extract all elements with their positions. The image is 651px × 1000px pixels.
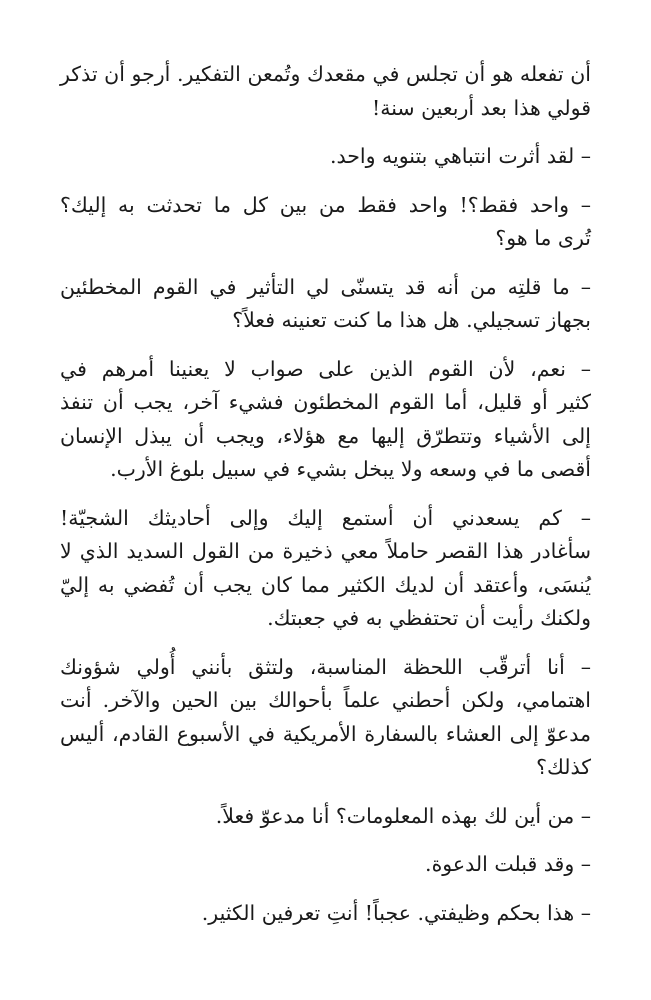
- page-text: [60, 58, 591, 945]
- paragraph: [60, 651, 591, 785]
- text-line: – هذا بحكم وظيفتي. عجباً! أنتِ تعرفين الكثير.: [201, 900, 591, 925]
- text-line: إلى الأشياء وتتطرّق إليها مع هؤلاء، ويجب أن يبذل الإنسان: [60, 423, 591, 448]
- text-line: – لقد أثرت انتباهي بتنويه واحد.: [329, 144, 591, 168]
- paragraph: [60, 353, 591, 487]
- text-line: – وقد قبلت الدعوة.: [425, 852, 591, 876]
- text-line: – ما قلتِه من أنه قد يتسنّى لي التأثير في القوم المخطئين: [60, 274, 591, 299]
- text-line: – كم يسعدني أن أستمع إليك وإلى أحاديثك الشجيّة!: [60, 505, 591, 530]
- paragraph: [60, 897, 591, 931]
- text-line: – من أين لك بهذه المعلومات؟ أنا مدعوّ فعلاً.: [215, 803, 591, 828]
- paragraph: [60, 800, 591, 834]
- text-line: – نعم، لأن القوم الذين على صواب لا يعنينا أمرهم في: [60, 356, 591, 381]
- text-line: – واحد فقط؟! واحد فقط من بين كل ما تحدثت به إليك؟: [60, 192, 591, 217]
- text-line: اهتمامي، ولكن أحطني علماً بأحوالك بين الحين والآخر. أنت: [60, 688, 591, 712]
- text-line: سأغادر هذا القصر حاملاً معي ذخيرة من القول السديد الذي لا: [60, 539, 591, 563]
- text-line: يُنسَى، وأعتقد أن لديك الكثير مما كان يجب أن تُفضي به إليّ: [60, 572, 591, 597]
- paragraph: [60, 271, 591, 338]
- text-line: بجهاز تسجيلي. هل هذا ما كنت تعنينه فعلاً؟: [232, 308, 591, 332]
- paragraph: [60, 189, 591, 256]
- paragraph: [60, 848, 591, 882]
- text-line: مدعوّ إلى العشاء بالسفارة الأمريكية في الأسبوع القادم، أليس: [60, 721, 591, 746]
- text-line: ولكنك رأيت أن تحتفظي به في جعبتك.: [267, 606, 591, 630]
- text-line: أن تفعله هو أن تجلس في مقعدك وتُمعن التفكير. أرجو أن تذكر: [60, 62, 591, 86]
- paragraph: [60, 58, 591, 125]
- paragraph: [60, 140, 591, 174]
- paragraph: [60, 502, 591, 636]
- text-line: تُرى ما هو؟: [495, 226, 591, 250]
- text-line: كثير أو قليل، أما القوم المخطئون فشيء آخر، يجب أن تنفذ: [60, 390, 591, 414]
- text-line: كذلك؟: [536, 755, 591, 779]
- text-line: أقصى ما في وسعه ولا يبخل بشيء في سبيل بلوغ الأرب.: [110, 457, 591, 481]
- text-line: – أنا أترقّب اللحظة المناسبة، ولتثق بأنني أُولي شؤونك: [60, 654, 591, 679]
- text-line: قولي هذا بعد أربعين سنة!: [372, 95, 591, 120]
